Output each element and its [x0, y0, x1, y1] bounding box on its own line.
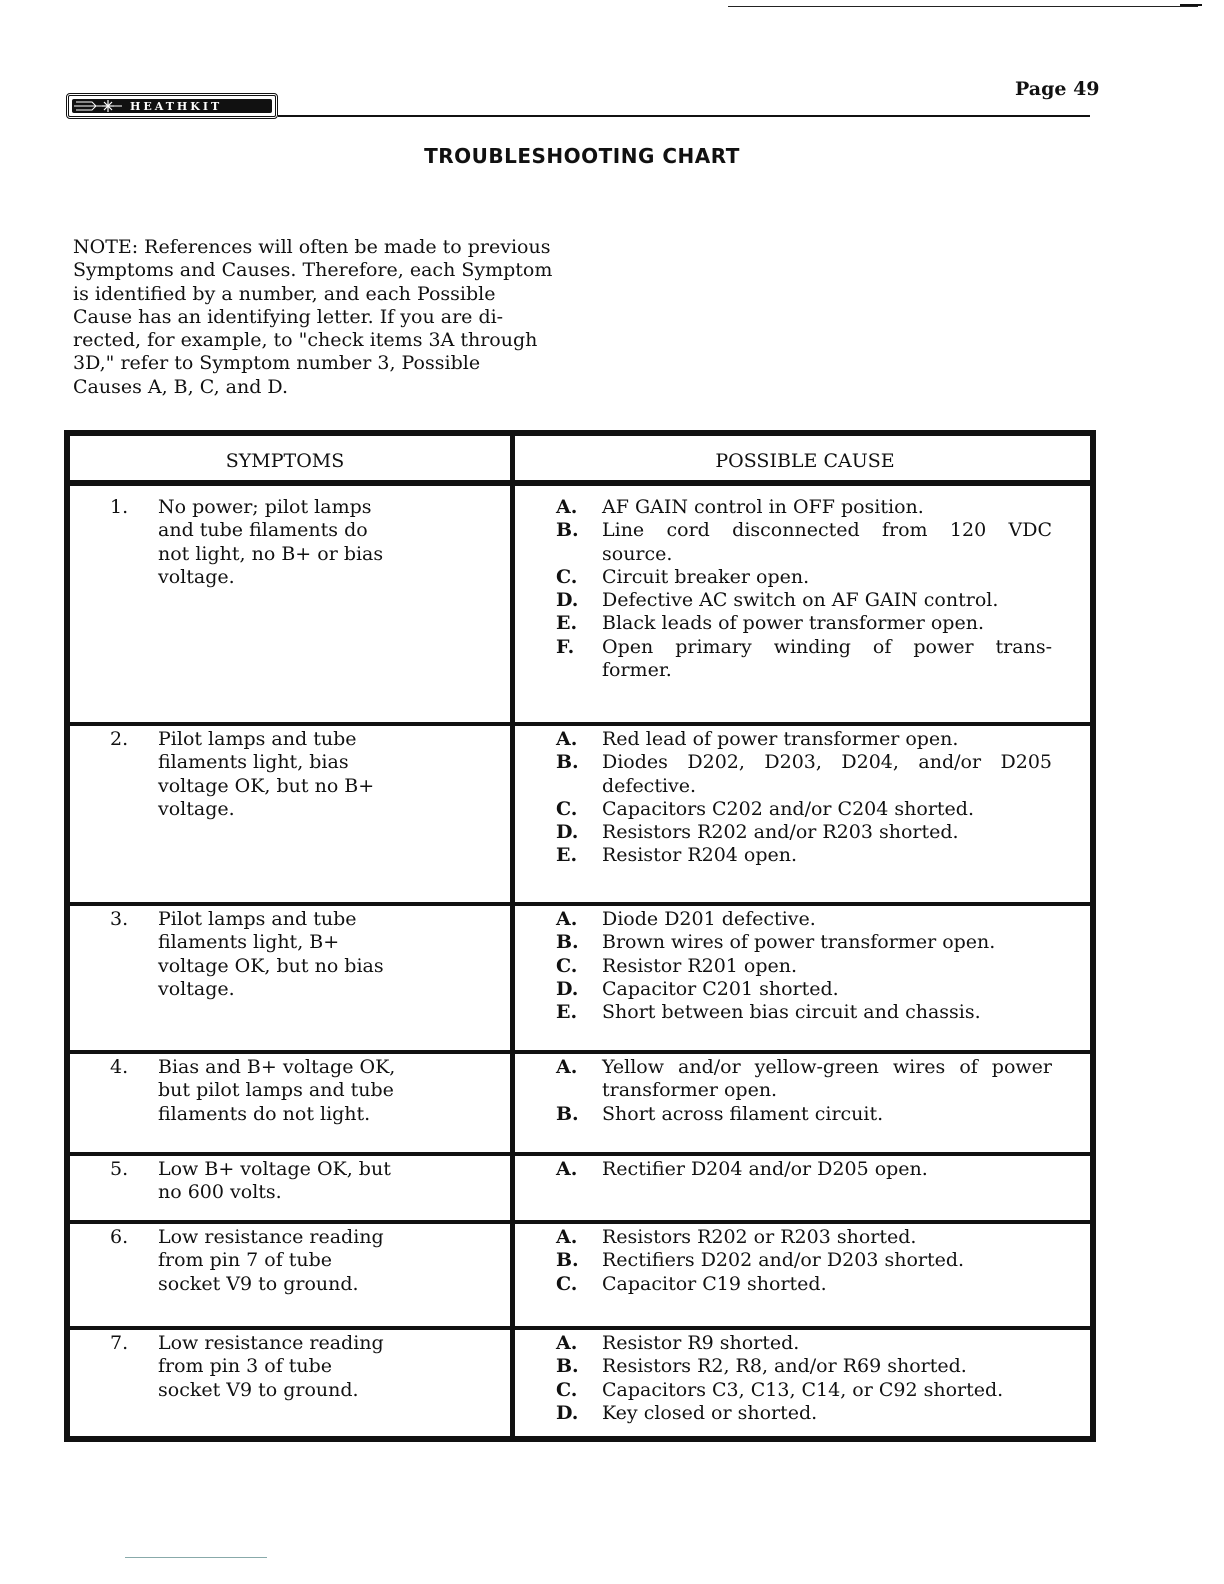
note-line: Symptoms and Causes. Therefore, each Symptom: [73, 259, 553, 282]
symptom-line: Low resistance reading: [158, 1226, 384, 1248]
cause-line: [556, 612, 1052, 635]
cause-letter: D.: [556, 977, 579, 1000]
cause-item: [556, 955, 1052, 978]
row-divider: [70, 722, 1090, 726]
symptom-line: Low B+ voltage OK, but: [158, 1158, 391, 1180]
cause-item: [556, 566, 1052, 589]
symptom-line: no 600 volts.: [158, 1181, 282, 1204]
cause-item: [556, 728, 1052, 751]
cause-line: [556, 1056, 1052, 1079]
symptom-line: and tube filaments do: [158, 519, 368, 542]
symptom-line: voltage OK, but no bias: [158, 954, 384, 977]
symptom-line: voltage.: [158, 565, 235, 588]
cause-line: [556, 636, 1052, 659]
cause-text: Resistor R9 shorted.: [602, 1332, 800, 1354]
cause-item: [556, 1226, 1052, 1249]
cause-line: [556, 798, 1052, 821]
cause-list: [556, 1332, 1052, 1425]
cause-line: [556, 955, 1052, 978]
note-line: Causes A, B, C, and D.: [73, 375, 289, 398]
symptom-line: socket V9 to ground.: [158, 1272, 359, 1295]
cause-line: [556, 908, 1052, 931]
cause-text: Rectifiers D202 and/or D203 shorted.: [602, 1249, 965, 1272]
symptom-line: from pin 7 of tube: [158, 1249, 333, 1272]
row-divider: [70, 902, 1090, 906]
cause-letter: A.: [556, 1226, 578, 1248]
cause-item: [556, 636, 1052, 683]
header-divider: [70, 480, 1090, 486]
symptom-number: 4.: [110, 1056, 129, 1078]
cause-line: [556, 844, 1052, 867]
cause-letter: B.: [556, 1102, 579, 1125]
cause-text: Short across filament circuit.: [602, 1102, 884, 1125]
symptom-line: from pin 3 of tube: [158, 1355, 333, 1378]
cause-item: [556, 821, 1052, 844]
cause-line: [556, 1332, 1052, 1355]
heathkit-logo: [66, 93, 278, 119]
symptom-line: not light, no B+ or bias: [158, 542, 384, 565]
cause-text: Yellow and/or yellow-green wires of power: [602, 1056, 1052, 1078]
top-edge-rule: [728, 6, 1198, 7]
cause-letter: B.: [556, 931, 579, 954]
cause-text: source.: [602, 542, 673, 565]
cause-item: [556, 1379, 1052, 1402]
cause-line: [556, 1103, 1052, 1126]
cause-item: [556, 612, 1052, 635]
symptom-line: socket V9 to ground.: [158, 1378, 359, 1401]
cause-line: [556, 1273, 1052, 1296]
cause-letter: A.: [556, 728, 578, 750]
cause-letter: A.: [556, 1056, 578, 1078]
cause-letter: B.: [556, 1355, 579, 1378]
cause-text: Diodes D202, D203, D204, and/or D205: [602, 751, 1052, 774]
cause-text: Capacitor C201 shorted.: [602, 977, 839, 1000]
cause-item: [556, 908, 1052, 931]
symptom-line: No power; pilot lamps: [158, 496, 372, 518]
cause-item: [556, 1158, 1052, 1181]
cause-list: [556, 1158, 1052, 1181]
cause-line: [556, 496, 1052, 519]
cause-letter: F.: [556, 635, 575, 658]
cause-text: Line cord disconnected from 120 VDC: [602, 519, 1052, 542]
symptoms-header: SYMPTOMS: [225, 450, 345, 472]
cause-line: [556, 543, 1052, 566]
row-divider: [70, 1152, 1090, 1156]
cause-item: [556, 1402, 1052, 1425]
cause-list: [556, 1056, 1052, 1126]
symptom-number: 3.: [110, 908, 129, 930]
cause-item: [556, 1103, 1052, 1126]
cause-item: [556, 844, 1052, 867]
symptom-line: Low resistance reading: [158, 1332, 384, 1354]
cause-letter: B.: [556, 519, 579, 542]
cause-line: [556, 821, 1052, 844]
symptom-line: Pilot lamps and tube: [158, 728, 357, 750]
cause-line: [556, 1355, 1052, 1378]
cause-text: Defective AC switch on AF GAIN control.: [602, 589, 999, 612]
cause-text: Resistors R202 and/or R203 shorted.: [602, 821, 959, 844]
cause-text: transformer open.: [602, 1079, 778, 1102]
cause-text: Short between bias circuit and chassis.: [602, 1001, 981, 1024]
cause-item: [556, 1273, 1052, 1296]
cause-text: Black leads of power transformer open.: [602, 612, 984, 635]
cause-line: [556, 978, 1052, 1001]
cause-letter: C.: [556, 1378, 578, 1401]
possible-cause-header: POSSIBLE CAUSE: [715, 450, 895, 472]
note-line: 3D," refer to Symptom number 3, Possible: [73, 352, 481, 375]
symptom-line: Pilot lamps and tube: [158, 908, 357, 930]
cause-item: [556, 589, 1052, 612]
cause-letter: D.: [556, 589, 579, 612]
row-divider: [70, 1220, 1090, 1224]
symptom-line: filaments light, B+: [158, 931, 340, 954]
cause-letter: A.: [556, 1158, 578, 1180]
cause-item: [556, 1355, 1052, 1378]
troubleshooting-table: [64, 430, 1096, 1442]
cause-letter: A.: [556, 908, 578, 930]
note-line: rected, for example, to "check items 3A through: [73, 329, 538, 352]
cause-letter: C.: [556, 797, 578, 820]
cause-letter: B.: [556, 1249, 579, 1272]
symptom-line: filaments do not light.: [158, 1102, 371, 1125]
cause-letter: D.: [556, 1401, 579, 1424]
cause-text: AF GAIN control in OFF position.: [602, 496, 924, 518]
cause-text: Resistor R201 open.: [602, 954, 798, 977]
cause-line: [556, 1249, 1052, 1272]
cause-line: [556, 1226, 1052, 1249]
cause-letter: C.: [556, 954, 578, 977]
cause-line: [556, 566, 1052, 589]
note-line: is identified by a number, and each Possible: [73, 282, 496, 305]
symptom-number: 2.: [110, 728, 129, 750]
cause-text: Diode D201 defective.: [602, 908, 816, 930]
symptom-number: 6.: [110, 1226, 129, 1248]
cause-letter: D.: [556, 821, 579, 844]
cause-line: [556, 728, 1052, 751]
cause-text: Capacitors C202 and/or C204 shorted.: [602, 797, 974, 820]
note-line: Cause has an identifying letter. If you are di-: [73, 305, 504, 328]
cause-line: [556, 775, 1052, 798]
note-paragraph: [73, 236, 563, 399]
cause-item: [556, 496, 1052, 519]
cause-text: Circuit breaker open.: [602, 565, 810, 588]
cause-line: [556, 1079, 1052, 1102]
cause-letter: E.: [556, 612, 578, 635]
cause-line: [556, 1158, 1052, 1181]
cause-letter: C.: [556, 1272, 578, 1295]
cause-line: [556, 1402, 1052, 1425]
cause-item: [556, 1249, 1052, 1272]
symptom-line: voltage.: [158, 977, 235, 1000]
cause-text: Brown wires of power transformer open.: [602, 931, 996, 954]
cause-item: [556, 1001, 1052, 1024]
footer-rule: [125, 1557, 267, 1558]
symptom-line: but pilot lamps and tube: [158, 1079, 394, 1102]
cause-item: [556, 978, 1052, 1001]
note-line: NOTE: References will often be made to previous: [73, 236, 551, 258]
symptom-line: voltage.: [158, 797, 235, 820]
cause-letter: C.: [556, 565, 578, 588]
cause-item: [556, 751, 1052, 798]
cause-text: Resistors R2, R8, and/or R69 shorted.: [602, 1355, 967, 1378]
cause-line: [556, 1001, 1052, 1024]
cause-list: [556, 908, 1052, 1024]
cause-list: [556, 1226, 1052, 1296]
page-number: Page 49: [1015, 78, 1100, 100]
symptom-number: 5.: [110, 1158, 129, 1180]
cause-item: [556, 798, 1052, 821]
cause-letter: A.: [556, 496, 578, 518]
cause-item: [556, 931, 1052, 954]
cause-letter: E.: [556, 1001, 578, 1024]
cause-text: Key closed or shorted.: [602, 1401, 818, 1424]
cause-text: Capacitor C19 shorted.: [602, 1272, 827, 1295]
cause-text: Resistors R202 or R203 shorted.: [602, 1226, 917, 1248]
row-divider: [70, 1050, 1090, 1054]
chart-title: TROUBLESHOOTING CHART: [424, 144, 740, 168]
top-edge-mark: [1180, 4, 1202, 6]
cause-text: Capacitors C3, C13, C14, or C92 shorted.: [602, 1378, 1004, 1401]
cause-text: Red lead of power transformer open.: [602, 728, 959, 750]
cause-text: Open primary winding of power trans-: [602, 635, 1052, 658]
cause-item: [556, 1056, 1052, 1103]
cause-line: [556, 519, 1052, 542]
cause-letter: B.: [556, 751, 579, 774]
cause-line: [556, 1379, 1052, 1402]
heathkit-emblem-icon: [72, 99, 124, 113]
cause-letter: E.: [556, 844, 578, 867]
cause-letter: A.: [556, 1332, 578, 1354]
symptom-number: 1.: [110, 496, 129, 518]
cause-text: Rectifier D204 and/or D205 open.: [602, 1158, 928, 1180]
brand-name: HEATHKIT: [130, 99, 223, 113]
cause-text: former.: [602, 659, 672, 682]
cause-line: [556, 659, 1052, 682]
cause-line: [556, 931, 1052, 954]
cause-line: [556, 751, 1052, 774]
symptom-line: voltage OK, but no B+: [158, 774, 375, 797]
symptom-line: filaments light, bias: [158, 751, 349, 774]
symptom-number: 7.: [110, 1332, 129, 1354]
cause-text: defective.: [602, 774, 697, 797]
symptom-line: Bias and B+ voltage OK,: [158, 1056, 396, 1078]
cause-line: [556, 589, 1052, 612]
column-divider: [510, 436, 515, 1436]
cause-item: [556, 519, 1052, 566]
header-rule: [278, 115, 1090, 117]
cause-list: [556, 728, 1052, 868]
cause-item: [556, 1332, 1052, 1355]
cause-text: Resistor R204 open.: [602, 844, 798, 867]
cause-list: [556, 496, 1052, 682]
row-divider: [70, 1326, 1090, 1330]
